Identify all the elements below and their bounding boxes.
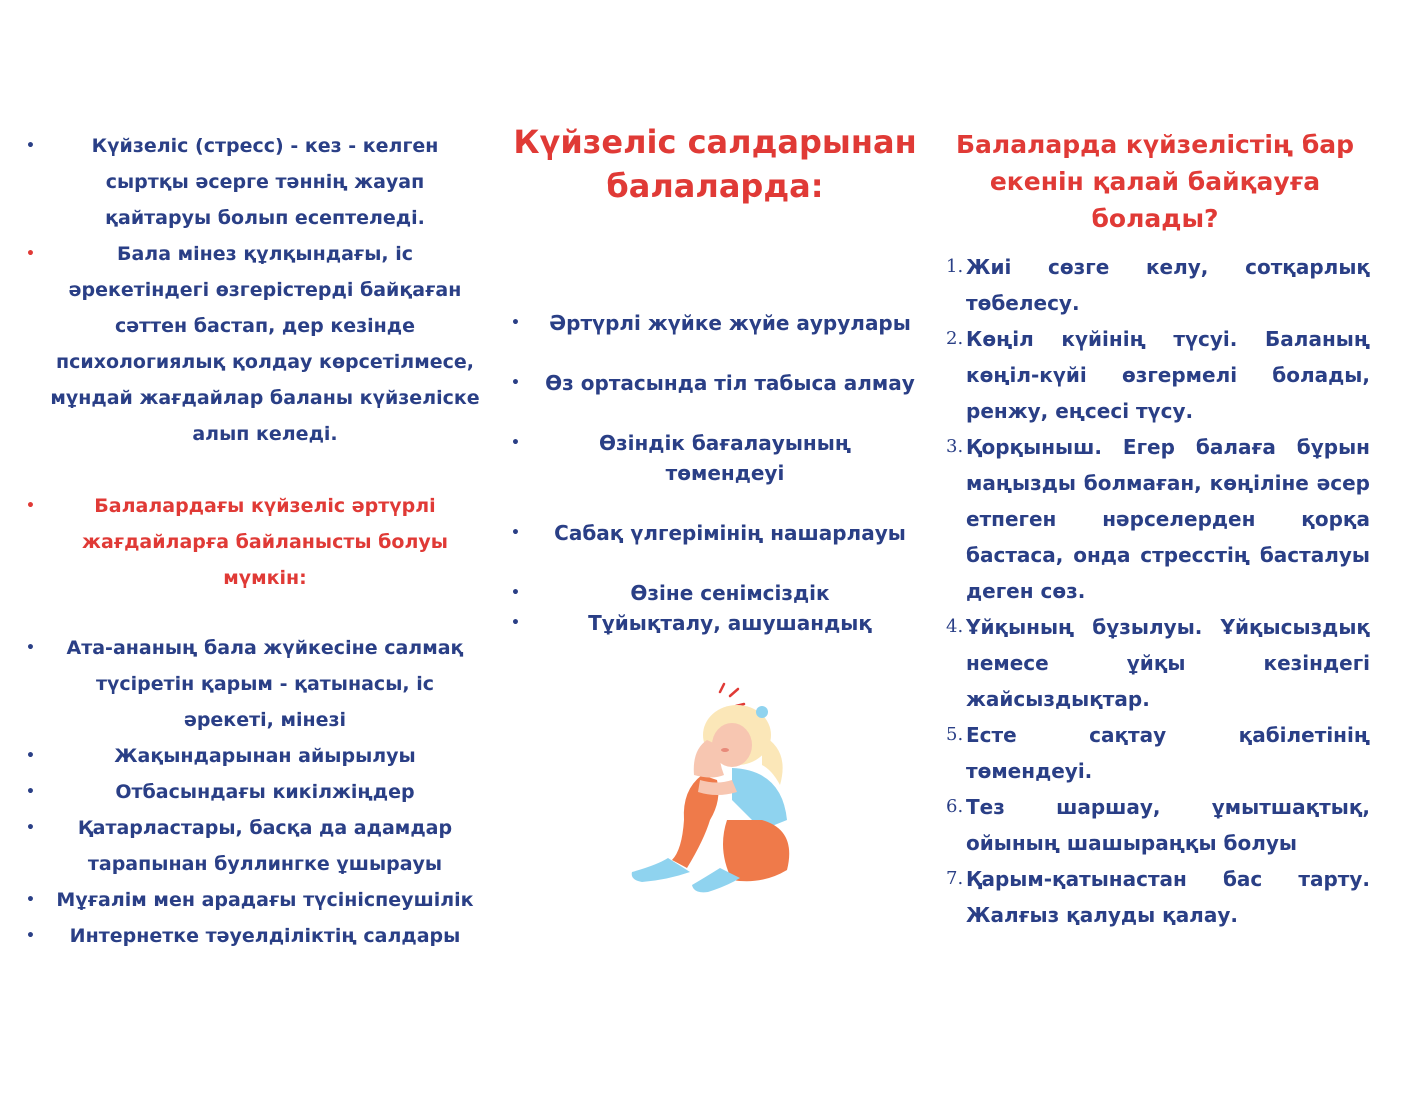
sad-child-illustration	[612, 680, 812, 900]
middle-title: Күйзеліс салдарынан балаларда:	[513, 123, 917, 205]
effect-text: Тұйықталу, ашушандық	[588, 611, 872, 635]
cause-text: Интернетке тәуелділіктің салдары	[69, 925, 461, 947]
list-item	[940, 717, 1370, 789]
list-item	[20, 810, 480, 882]
effects-list	[505, 308, 925, 638]
bullet-icon: •	[26, 498, 35, 514]
sign-text: Көңіл күйінің түсуі. Баланың көңіл-күйі өзгермелі болады, ренжу, еңсесі түсу.	[966, 327, 1370, 423]
list-item	[940, 861, 1370, 933]
sign-text: Ұйқының бұзылуы. Ұйқысыздық немесе ұйқы кезіндегі жайсыздықтар.	[966, 615, 1370, 711]
sign-text: Қарым-қатынастан бас тарту. Жалғыз қалуды қалау.	[966, 867, 1370, 927]
intro-text: Бала мінез құлқындағы, іс әрекетіндегі өзгерістерді байқаған сәттен бастап, дер кезінде психологиялық қолдау көрсетілмесе, мұндай жағдайлар баланы күйзеліске алып келеді.	[50, 243, 480, 445]
signs-list	[940, 249, 1370, 933]
list-item	[505, 368, 925, 398]
bullet-icon: •	[511, 315, 520, 331]
effect-text: Өзіне сенімсіздік	[630, 581, 830, 605]
heading-text: Балалардағы күйзеліс әртүрлі жағдайларға байланысты болуы мүмкін:	[82, 495, 448, 589]
bullet-icon: •	[511, 435, 520, 451]
item-number: 2.	[946, 328, 964, 349]
bullet-icon: •	[26, 928, 35, 944]
list-item	[940, 429, 1370, 609]
heading-list	[20, 488, 480, 596]
sign-text: Есте сақтау қабілетінің төмендеуі.	[966, 723, 1370, 783]
list-item	[20, 630, 480, 738]
item-number: 6.	[946, 796, 964, 817]
bullet-icon: •	[26, 246, 35, 262]
bullet-icon: •	[511, 375, 520, 391]
cause-text: Ата-ананың бала жүйкесіне салмақ түсіретін қарым - қатынасы, іс әрекеті, мінезі	[66, 637, 464, 731]
effect-text: Сабақ үлгерімінің нашарлауы	[554, 521, 906, 545]
list-item	[20, 236, 480, 452]
intro-text: Күйзеліс (стресс) - кез - келген сыртқы әсерге тәннің жауап қайтаруы болып есептеледі.	[91, 135, 439, 229]
bullet-icon: •	[511, 615, 520, 631]
effect-text: Өзіндік бағалауының төмендеуі	[599, 431, 851, 485]
bullet-icon: •	[26, 138, 35, 154]
list-item	[20, 882, 480, 918]
right-title: Балаларда күйзелістің бар екенін қалай байқауға болады?	[955, 130, 1355, 233]
bullet-icon: •	[26, 820, 35, 836]
list-item	[940, 321, 1370, 429]
item-number: 1.	[946, 256, 964, 277]
middle-column	[505, 120, 925, 638]
cause-text: Жақындарынан айырылуы	[114, 745, 416, 767]
cause-text: Мұғалім мен арадағы түсініспеушілік	[56, 889, 474, 911]
list-item	[505, 308, 925, 338]
cause-text: Отбасындағы кикілжіңдер	[115, 781, 415, 803]
intro-list	[20, 128, 480, 452]
effect-text: Өз ортасында тіл табыса алмау	[545, 371, 915, 395]
effect-text: Әртүрлі жүйке жүйе аурулары	[549, 311, 911, 335]
sign-text: Тез шаршау, ұмытшақтық, ойының шашыраңқы болуы	[966, 795, 1370, 855]
list-item	[20, 128, 480, 236]
causes-heading	[20, 488, 480, 596]
bullet-icon: •	[26, 892, 35, 908]
bullet-icon: •	[26, 748, 35, 764]
bullet-icon: •	[511, 525, 520, 541]
list-item	[940, 249, 1370, 321]
list-item	[20, 738, 480, 774]
bullet-icon: •	[26, 640, 35, 656]
item-number: 7.	[946, 868, 964, 889]
left-column	[20, 128, 480, 954]
list-item	[505, 428, 925, 488]
list-item	[20, 918, 480, 954]
bullet-icon: •	[511, 585, 520, 601]
sign-text: Қорқыныш. Егер балаға бұрын маңызды болмаған, көңіліне әсер етпеген нәрселерден қорқа бастаса, онда стресстің басталуы деген сөз.	[966, 435, 1370, 603]
item-number: 5.	[946, 724, 964, 745]
list-item	[20, 774, 480, 810]
list-item	[940, 789, 1370, 861]
list-item	[505, 578, 925, 608]
list-item	[505, 518, 925, 548]
right-column	[940, 126, 1370, 933]
sign-text: Жиі сөзге келу, сотқарлық төбелесу.	[966, 255, 1370, 315]
causes-list	[20, 630, 480, 954]
list-item	[505, 608, 925, 638]
item-number: 4.	[946, 616, 964, 637]
stress-marks-icon	[720, 684, 744, 706]
item-number: 3.	[946, 436, 964, 457]
list-item	[940, 609, 1370, 717]
bullet-icon: •	[26, 784, 35, 800]
cause-text: Қатарластары, басқа да адамдар тарапынан буллингке ұшырауы	[77, 817, 453, 875]
